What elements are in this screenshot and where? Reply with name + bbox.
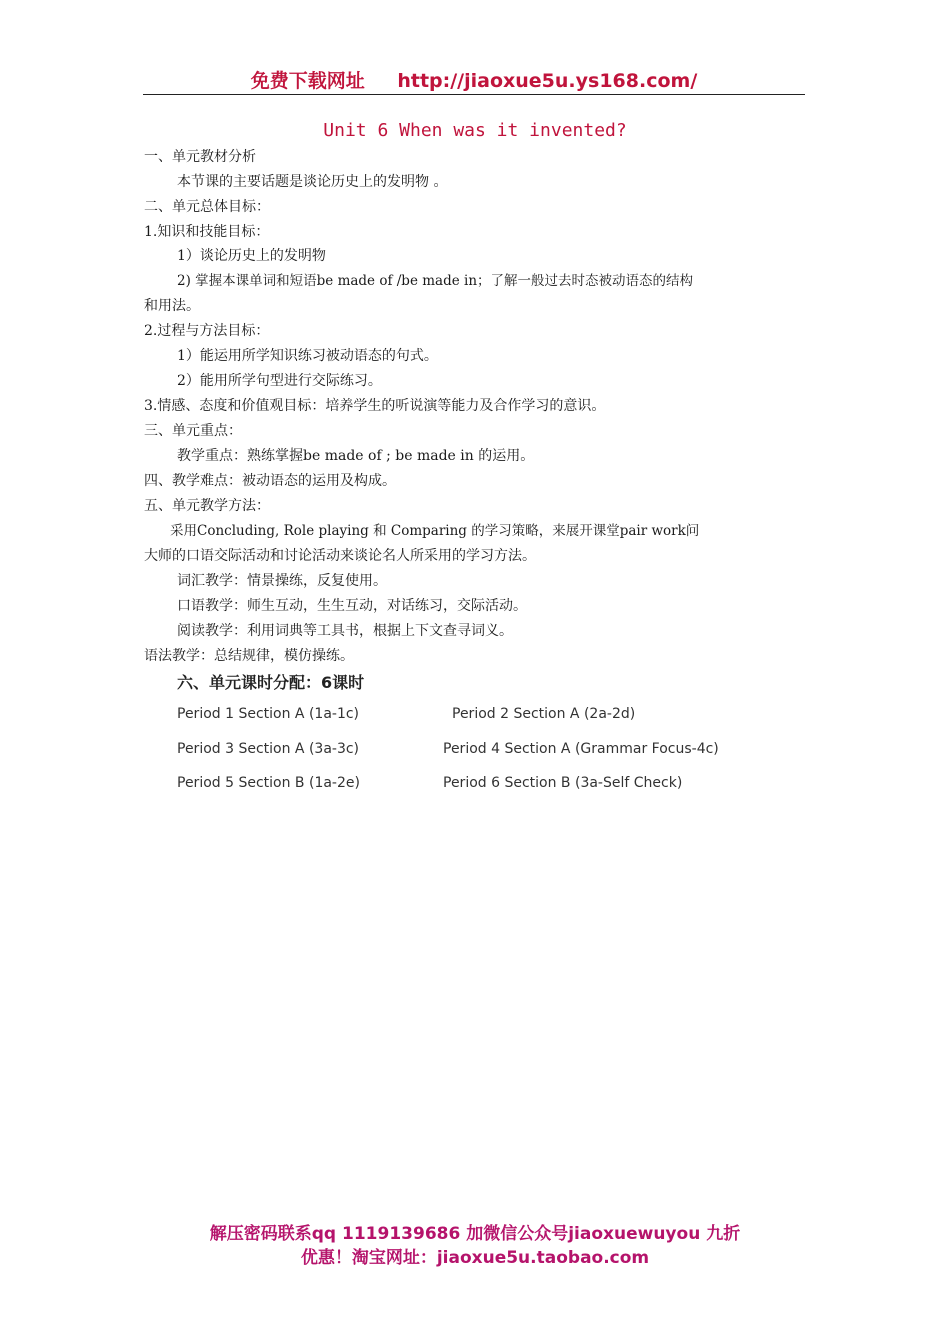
list-item: 2）能用所学句型进行交际练习。 [177,373,382,389]
method-item: 语法教学：总结规律，模仿操练。 [144,648,354,664]
page-header [143,66,805,95]
section-heading-analysis: 一、单元教材分析 [144,149,256,165]
header-url-link[interactable]: http://jiaoxue5u.ys168.com/ [397,70,698,92]
section-heading-goals: 二、单元总体目标： [144,199,270,215]
list-item: 1）能运用所学知识练习被动语态的句式。 [177,348,438,364]
header-label: 免费下载网址 [250,70,365,92]
period-entry: Period 4 Section A (Grammar Focus-4c) [443,741,719,757]
subheading-knowledge: 1.知识和技能目标： [144,224,270,240]
footer-contact: 解压密码联系qq 1119139686 加微信公众号jiaoxuewuyou 九折 [209,1224,741,1244]
section-heading-allocation: 六、单元课时分配：6课时 [177,673,365,692]
period-entry: Period 6 Section B (3a-Self Check) [443,775,683,791]
paragraph-line: 大师的口语交际活动和讨论活动来谈论名人所采用的学习方法。 [144,548,536,564]
document-title: Unit 6 When was it invented? [323,120,627,141]
method-item: 词汇教学：情景操练，反复使用。 [177,573,387,589]
method-item: 口语教学：师生互动，生生互动，对话练习，交际活动。 [177,598,527,614]
subheading-values: 3.情感、态度和价值观目标：培养学生的听说演等能力及合作学习的意识。 [144,398,606,414]
paragraph-line: 本节课的主要话题是谈论历史上的发明物 。 [177,174,448,190]
footer-shop-link[interactable]: 优惠！淘宝网址：jiaoxue5u.taobao.com [300,1248,650,1268]
list-item: 1）谈论历史上的发明物 [177,248,326,264]
section-heading-methods: 五、单元教学方法： [144,498,270,514]
method-item: 阅读教学：利用词典等工具书，根据上下文查寻词义。 [177,623,513,639]
period-entry: Period 1 Section A (1a-1c) [177,706,360,722]
period-entry: Period 5 Section B (1a-2e) [177,775,360,791]
list-item: 2) 掌握本课单词和短语be made of /be made in；了解一般过去时态被动语态的结构 [177,273,694,289]
section-heading-difficulty: 四、教学难点：被动语态的运用及构成。 [144,473,396,489]
paragraph-line: 采用Concluding, Role playing 和 Comparing 的学习策略，来展开课堂pair work问 [170,523,700,539]
subheading-process: 2.过程与方法目标： [144,323,270,339]
list-item-continued: 和用法。 [144,298,200,314]
paragraph-line: 教学重点：熟练掌握be made of ; be made in 的运用。 [177,448,535,464]
section-heading-focus: 三、单元重点： [144,423,242,439]
period-entry: Period 2 Section A (2a-2d) [452,706,636,722]
period-entry: Period 3 Section A (3a-3c) [177,741,360,757]
